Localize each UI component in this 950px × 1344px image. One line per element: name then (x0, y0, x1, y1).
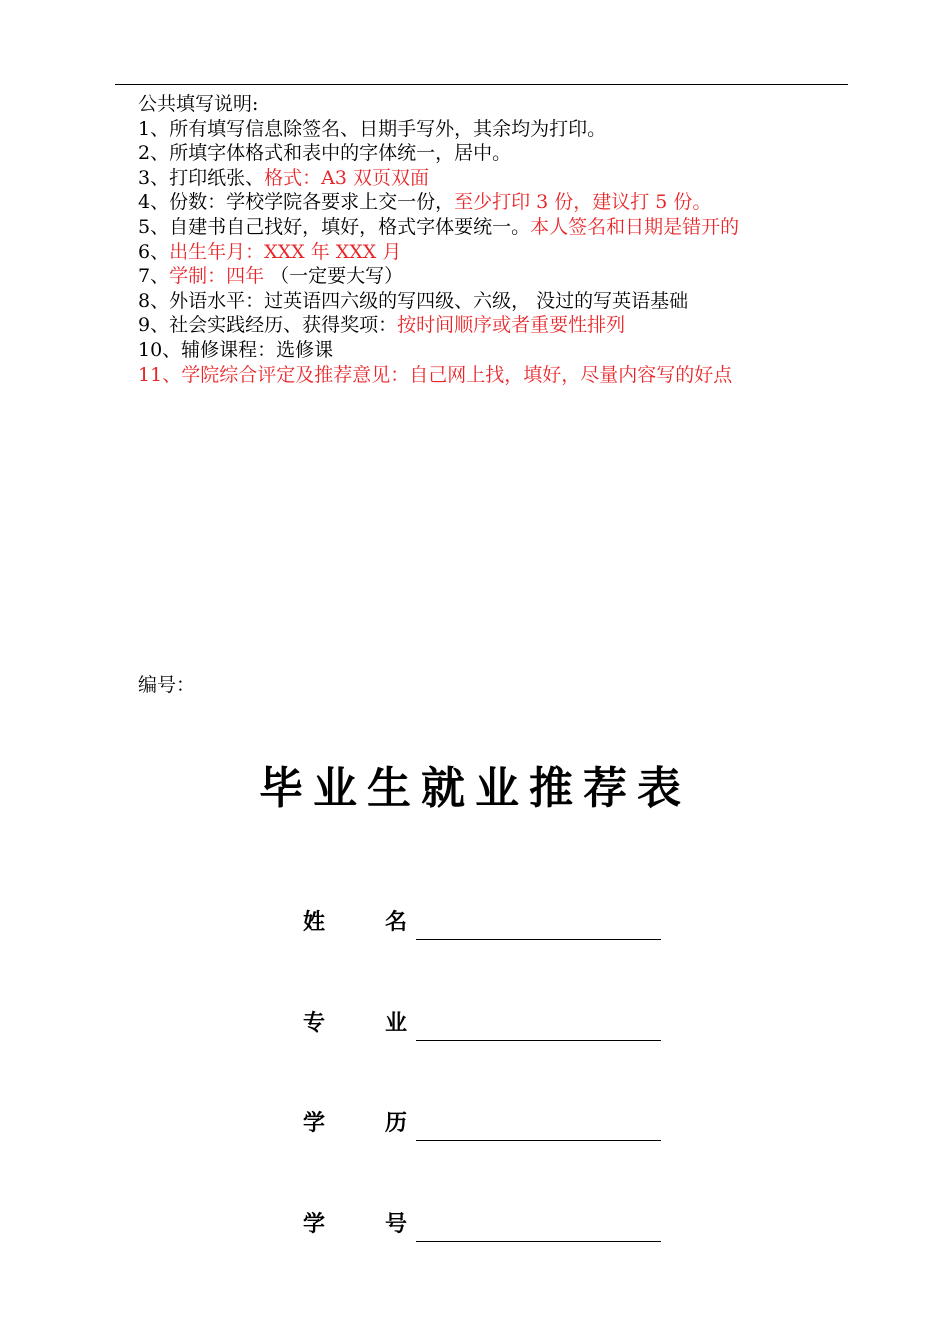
major-label-char-1: 专 (303, 1011, 326, 1036)
education-blank-line[interactable] (416, 1140, 661, 1141)
major-label-char-2: 业 (384, 1011, 407, 1036)
student-id-label-char-1: 学 (303, 1212, 326, 1237)
instruction-text-run: （一定要大写） (264, 265, 404, 288)
name-label (303, 905, 407, 936)
instruction-item (138, 215, 878, 240)
instruction-item (138, 264, 878, 289)
student-id-label (303, 1207, 407, 1238)
student-id-label-char-2: 号 (384, 1212, 407, 1237)
instruction-text-run: 学制：四年 (169, 265, 265, 288)
instruction-text-run: 6、 (138, 240, 170, 263)
instruction-item (138, 313, 878, 338)
instruction-text-run: 4、份数：学校学院各要求上交一份， (138, 191, 455, 214)
instruction-text-run: 至少打印 3 份，建议打 5 份。 (454, 191, 712, 214)
student-id-blank-line[interactable] (416, 1241, 661, 1242)
name-label-char-2: 名 (384, 910, 407, 935)
instruction-text-run: 按时间顺序或者重要性排列 (397, 314, 626, 337)
name-field (303, 905, 663, 945)
education-field (303, 1106, 663, 1146)
instruction-item (138, 289, 878, 314)
student-id-field (303, 1207, 663, 1247)
instruction-text-run: 1、所有填写信息除签名、日期手写外，其余均为打印。 (138, 117, 607, 140)
education-label-char-2: 历 (384, 1111, 407, 1136)
instructions-list (138, 117, 878, 388)
instructions-block (138, 92, 878, 387)
instruction-text-run: 2、所填字体格式和表中的字体统一，居中。 (138, 142, 512, 165)
instruction-text-run: 8、外语水平：过英语四六级的写四级、六级， 没过的写英语基础 (138, 289, 689, 312)
major-blank-line[interactable] (416, 1040, 661, 1041)
instruction-text-run: 、学院综合评定及推荐意见：自己网上找，填好，尽量内容写的好点 (162, 363, 733, 386)
instruction-text-run: 10、辅修课程：选修课 (138, 338, 334, 361)
instruction-item (138, 363, 878, 388)
instruction-text-run: 本人签名和日期是错开的 (530, 215, 740, 238)
instruction-item (138, 338, 878, 363)
instruction-text-run: 3、打印纸张、 (138, 166, 265, 189)
instruction-item (138, 240, 878, 265)
name-label-char-1: 姓 (303, 910, 326, 935)
instruction-item (138, 190, 878, 215)
instruction-item (138, 117, 878, 142)
name-blank-line[interactable] (416, 939, 661, 940)
education-label-char-1: 学 (303, 1111, 326, 1136)
instruction-item (138, 141, 878, 166)
instruction-text-run: 5、自建书自己找好，填好，格式字体要统一。 (138, 215, 531, 238)
instruction-item (138, 166, 878, 191)
top-rule (115, 84, 848, 85)
instruction-text-run: 9、社会实践经历、获得奖项： (138, 314, 398, 337)
education-label (303, 1106, 407, 1137)
instruction-text-run: 7、 (138, 265, 170, 288)
document-title: 毕业生就业推荐表 (259, 763, 691, 814)
major-field (303, 1006, 663, 1046)
instruction-text-run: 11 (138, 363, 163, 386)
major-label (303, 1006, 407, 1037)
instruction-text-run: 出生年月：XXX 年 XXX 月 (169, 240, 402, 263)
serial-number-label: 编号： (138, 674, 196, 696)
instructions-heading: 公共填写说明: (138, 93, 259, 115)
instruction-text-run: 格式：A3 双页双面 (264, 166, 429, 189)
